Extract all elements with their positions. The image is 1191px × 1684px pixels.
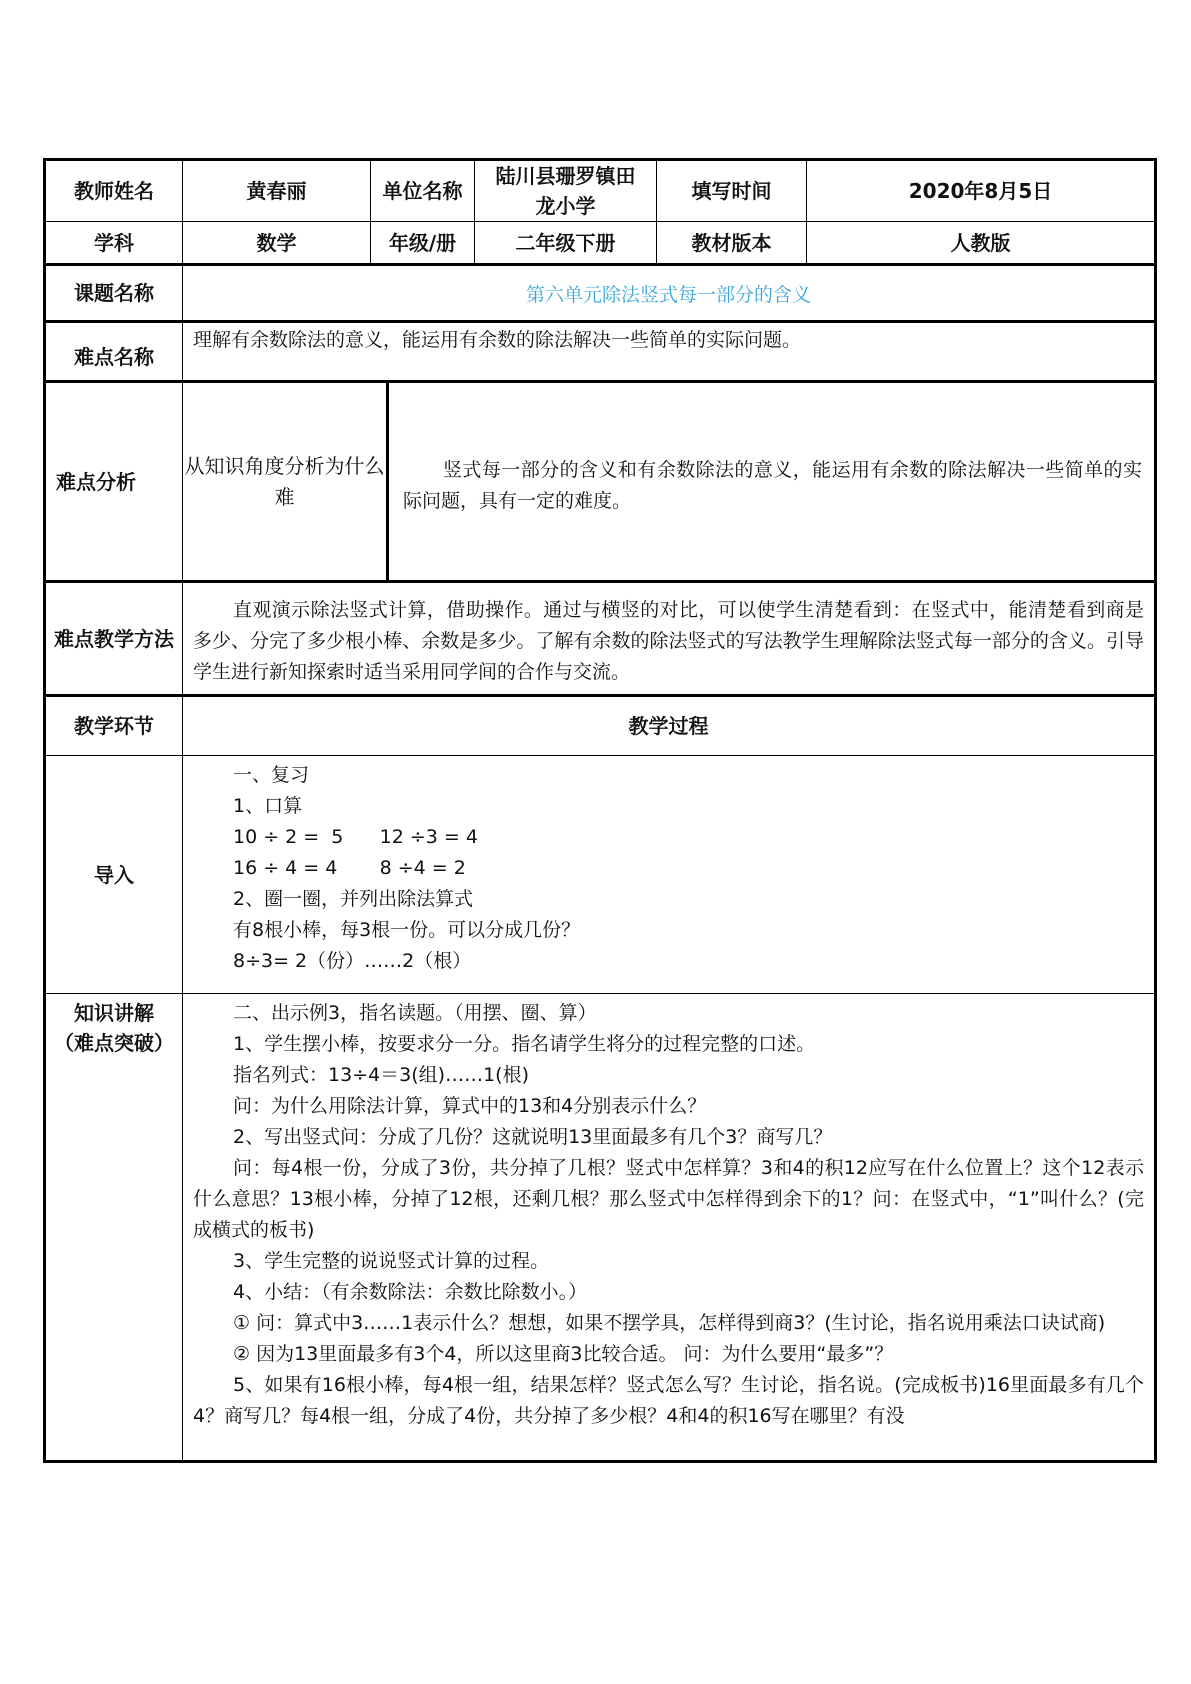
method-value: 直观演示除法竖式计算，借助操作。通过与横竖的对比，可以使学生清楚看到：在竖式中，能清楚看到商是多少、分完了多少根小棒、余数是多少。了解有余数的除法竖式的写法教学生理解除法竖式每一部分的含义。引导学生进行新知探索时适当采用同学间的合作与交流。 — [193, 599, 1144, 683]
intro-label: 导入 — [45, 756, 183, 994]
intro-line: 16 ÷ 4 = 4 8 ÷4 = 2 — [233, 857, 466, 879]
knowledge-line: 5、如果有16根小棒，每4根一组，结果怎样？竖式怎么写？生讨论，指名说。(完成板书)16里面最多有几个4？商写几？每4根一组，分成了4份，共分掉了多少根？4和4的积16写在哪里？有没 — [193, 1374, 1144, 1427]
analysis-sub-label: 从知识角度分析为什么难 — [183, 383, 389, 580]
intro-line: 一、复习 — [233, 764, 310, 786]
edition-value: 人教版 — [807, 222, 1156, 265]
grade-value: 二年级下册 — [475, 222, 657, 265]
knowledge-line: 二、出示例3，指名读题。（用摆、圈、算） — [233, 1002, 597, 1024]
knowledge-line: 问：每4根一份，分成了3份，共分掉了几根？竖式中怎样算？3和4的积12应写在什么位置上？这个12表示什么意思？13根小棒，分掉了12根，还剩几根？那么竖式中怎样得到余下的1？问：在竖式中，“1”叫什么？(完成横式的板书) — [193, 1157, 1144, 1241]
intro-line: 2、圈一圈，并列出除法算式 — [233, 888, 474, 910]
difficulty-label: 难点名称 — [45, 322, 183, 382]
intro-line: 8÷3= 2（份）……2（根） — [233, 950, 472, 972]
subject-label: 学科 — [45, 222, 183, 265]
knowledge-line: 1、学生摆小棒，按要求分一分。指名请学生将分的过程完整的口述。 — [233, 1033, 816, 1055]
unit-value: 陆川县珊罗镇田龙小学 — [475, 160, 657, 222]
knowledge-line: 问：为什么用除法计算，算式中的13和4分别表示什么？ — [233, 1095, 707, 1117]
teacher-value: 黄春丽 — [183, 160, 371, 222]
knowledge-line: 4、小结：（有余数除法：余数比除数小。） — [233, 1281, 588, 1303]
unit-label: 单位名称 — [371, 160, 475, 222]
knowledge-label-line1: 知识讲解 — [74, 1001, 154, 1025]
knowledge-line: 3、学生完整的说说竖式计算的过程。 — [233, 1250, 550, 1272]
intro-line: 有8根小棒，每3根一份。可以分成几份？ — [233, 919, 581, 941]
knowledge-label-line2: （难点突破） — [54, 1031, 174, 1055]
intro-line: 1、口算 — [233, 795, 303, 817]
date-value: 2020年8月5日 — [807, 160, 1156, 222]
date-label: 填写时间 — [657, 160, 807, 222]
topic-label: 课题名称 — [45, 265, 183, 322]
subject-value: 数学 — [183, 222, 371, 265]
topic-value: 第六单元除法竖式每一部分的含义 — [183, 265, 1156, 322]
edition-label: 教材版本 — [657, 222, 807, 265]
knowledge-line: ② 因为13里面最多有3个4，所以这里商3比较合适。 问：为什么要用“最多”？ — [233, 1343, 894, 1365]
method-label: 难点教学方法 — [45, 582, 183, 696]
analysis-panel — [183, 383, 1154, 580]
process-title: 教学过程 — [183, 696, 1156, 756]
teacher-label: 教师姓名 — [45, 160, 183, 222]
intro-line: 10 ÷ 2 = 5 12 ÷3 = 4 — [233, 826, 478, 848]
knowledge-line: 指名列式：13÷4＝3(组)……1(根) — [233, 1064, 530, 1086]
knowledge-line: ① 问：算式中3……1表示什么？想想，如果不摆学具，怎样得到商3？(生讨论，指名说用乘法口诀试商) — [233, 1312, 1106, 1334]
analysis-label: 难点分析 — [45, 382, 183, 582]
lesson-plan-table — [43, 158, 1157, 1463]
lesson-plan-sheet — [43, 158, 1154, 1463]
knowledge-line: 2、写出竖式问：分成了几份？这就说明13里面最多有几个3？商写几？ — [233, 1126, 833, 1148]
difficulty-value: 理解有余数除法的意义，能运用有余数的除法解决一些简单的实际问题。 — [193, 329, 802, 351]
intro-content — [183, 756, 1154, 977]
analysis-value: 竖式每一部分的含义和有余数除法的意义，能运用有余数的除法解决一些简单的实际问题，具有一定的难度。 — [403, 459, 1142, 512]
process-label: 教学环节 — [45, 696, 183, 756]
grade-label: 年级/册 — [371, 222, 475, 265]
knowledge-content — [183, 994, 1154, 1432]
